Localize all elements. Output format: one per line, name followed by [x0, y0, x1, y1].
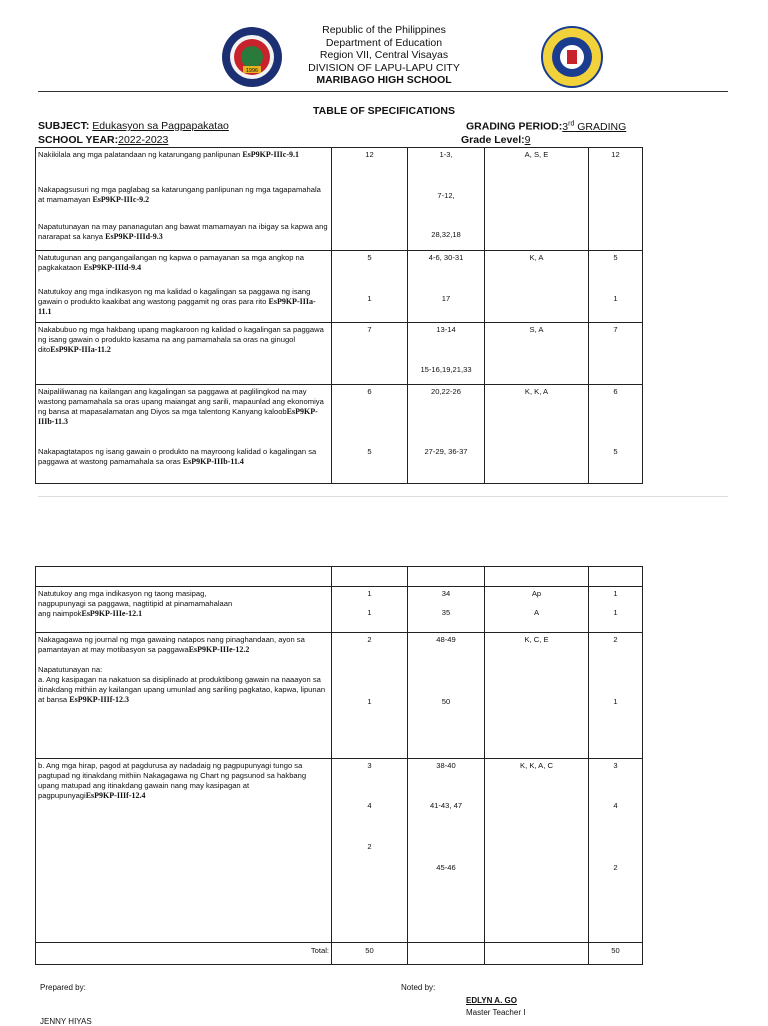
- items-cell: [589, 759, 643, 943]
- items-value: 1: [613, 697, 618, 706]
- subject-row: [38, 120, 229, 132]
- level-cell: [485, 385, 589, 484]
- total-items: 50: [611, 946, 620, 955]
- grading-num: 3: [562, 120, 569, 133]
- days-value: 1: [367, 294, 372, 303]
- table-row: [36, 385, 643, 484]
- items-value: 2: [613, 635, 618, 644]
- items-value: 2: [613, 863, 618, 872]
- subject-value: Edukasyon sa Pagpapakatao: [92, 120, 229, 132]
- days-value: 7: [367, 325, 372, 334]
- school-year-row: [38, 134, 168, 146]
- table-row: [36, 323, 643, 385]
- total-days-cell: [332, 943, 408, 965]
- competency-text: Nakagagawa ng journal ng mga gawaing natapos nang pinaghandaan, ayon sa pamantayan at may motibasyon sa paggawa: [38, 635, 305, 654]
- items-value: 12: [611, 150, 620, 159]
- items-cell: [589, 385, 643, 484]
- items-cell: [589, 587, 643, 633]
- header-line-4: DIVISION OF LAPU-LAPU CITY: [308, 61, 460, 74]
- competency-code: EsP9KP-IIIb-11.3: [38, 407, 318, 426]
- total-label: Total:: [310, 946, 329, 955]
- noted-by-label: Noted by:: [401, 983, 436, 992]
- item-placement: 4-6, 30-31: [428, 253, 464, 262]
- item-placement: 38-40: [436, 761, 456, 770]
- days-value: 12: [365, 150, 374, 159]
- grading-label: GRADING PERIOD:: [466, 120, 563, 133]
- grade-level-row: [461, 134, 530, 146]
- table-row: [36, 148, 643, 251]
- items-value: 4: [613, 801, 618, 810]
- competency-code: EsP9KP-IIIa-11.2: [50, 345, 111, 354]
- items-value: 1: [613, 294, 618, 303]
- grade-level-value: 9: [524, 134, 531, 146]
- item-placement-cell: [408, 587, 485, 633]
- days-value: 4: [367, 801, 372, 810]
- item-placement: 48-49: [436, 635, 456, 644]
- competency-text: Natutukoy ang mga indikasyon ng ma kalidad o kagalingan sa paggawa ng isang gawain o produkto kaakibat ang wastong paggamit ng oras para rito: [38, 287, 311, 306]
- competency-code: EsP9KP-IIIb-11.4: [182, 457, 244, 466]
- competency-code: EsP9KP-IIIf-12.4: [85, 791, 146, 800]
- seal-year: 1996: [245, 68, 259, 74]
- competency-code: EsP9KP-IIIe-12.2: [188, 645, 250, 654]
- item-placement: 27-29, 36-37: [424, 447, 468, 456]
- level-value: K, C, E: [524, 635, 549, 644]
- competency-text: Natutugunan ang pangangailangan ng kapwa o pamayanan sa mga angkop na pagkakataon: [38, 253, 304, 272]
- days-value: 1: [367, 589, 372, 598]
- competency-text: Napatutunayan na:: [38, 665, 103, 674]
- grading-sup: rd: [568, 120, 575, 127]
- item-placement: 7-12,: [437, 191, 455, 200]
- competency-cell: [36, 323, 332, 385]
- total-days: 50: [365, 946, 374, 955]
- tos-table-2: [35, 566, 643, 965]
- grading-rest: GRADING: [574, 120, 627, 133]
- level-value: S, A: [529, 325, 544, 334]
- item-placement: 20,22-26: [431, 387, 461, 396]
- competency-cell: [36, 148, 332, 251]
- items-value: 7: [613, 325, 618, 334]
- school-year-value: 2022-2023: [118, 134, 169, 146]
- item-placement: 13-14: [436, 325, 456, 334]
- days-value: 5: [367, 447, 372, 456]
- table-header-row: [36, 567, 643, 587]
- total-items-cell: [589, 943, 643, 965]
- items-value: 3: [613, 761, 618, 770]
- days-cell: [332, 148, 408, 251]
- competency-text: b. Ang mga hirap, pagod at pagdurusa ay nadadaig ng pagpupunyagi tungo sa pagtupad ng itinakdang mithiin Nakagagawa ng Chart ng pagsunod sa hakbang upang matupad ang itinakdang gawain nang may kasipagan at pagpupunyagi: [38, 761, 307, 800]
- competency-code: EsP9KP-IIIc-9.2: [92, 195, 150, 204]
- level-cell: [485, 148, 589, 251]
- table-row: [36, 633, 643, 759]
- school-year-label: SCHOOL YEAR:: [38, 134, 119, 146]
- level-cell: [485, 759, 589, 943]
- competency-code: EsP9KP-IIId-9.4: [83, 263, 142, 272]
- school-name: MARIBAGO HIGH SCHOOL: [316, 74, 452, 86]
- competency-text: Natutukoy ang mga indikasyon ng taong masipag, nagpupunyagi sa paggawa, nagtitipid at pinamamahalaan ang naimpok: [38, 589, 233, 618]
- days-cell: [332, 759, 408, 943]
- competency-code: EsP9KP-IIIc-9.1: [242, 150, 300, 159]
- competency-cell: [36, 251, 332, 323]
- total-row: [36, 943, 643, 965]
- days-value: 3: [367, 761, 372, 770]
- competency-code: EsP9KP-IIIa-11.1: [38, 297, 316, 316]
- days-value: 1: [367, 608, 372, 617]
- level-cell: [485, 587, 589, 633]
- item-placement-cell: [408, 323, 485, 385]
- competency-code: EsP9KP-IIIf-12.3: [69, 695, 130, 704]
- competency-text: Nakapagtatapos ng isang gawain o produkto na mayroong kalidad o kagalingan sa paggawa at wastong pamamahala sa oras: [38, 447, 317, 466]
- level-value: Ap: [531, 589, 542, 598]
- days-cell: [332, 385, 408, 484]
- item-placement: 45-46: [436, 863, 456, 872]
- competency-code: EsP9KP-IIIe-12.1: [81, 609, 143, 618]
- total-label-cell: [36, 943, 332, 965]
- items-value: 5: [613, 447, 618, 456]
- competency-text: Napatutunayan na may pananagutan ang bawat mamamayan na ibigay sa kapwa ang nararapat sa kanya: [38, 222, 328, 241]
- item-placement-cell: [408, 148, 485, 251]
- days-value: 5: [367, 253, 372, 262]
- item-placement: 17: [441, 294, 451, 303]
- level-value: K, A: [529, 253, 544, 262]
- header-line-3: Region VII, Central Visayas: [319, 49, 449, 61]
- items-cell: [589, 323, 643, 385]
- items-value: 1: [613, 608, 618, 617]
- level-value: A: [533, 608, 540, 617]
- level-cell: [485, 323, 589, 385]
- table-row: [36, 587, 643, 633]
- item-placement: 34: [441, 589, 451, 598]
- items-value: 5: [613, 253, 618, 262]
- days-cell: [332, 587, 408, 633]
- competency-text: Nakapagsusuri ng mga paglabag sa katarungang panlipunan ng mga tagapamahala at mamamayan: [38, 185, 321, 204]
- item-placement: 50: [441, 697, 451, 706]
- item-placement-cell: [408, 759, 485, 943]
- items-cell: [589, 633, 643, 759]
- table-row: [36, 759, 643, 943]
- competency-cell: [36, 633, 332, 759]
- days-value: 2: [367, 842, 372, 851]
- competency-cell: [36, 759, 332, 943]
- header-line-1: Republic of the Philippines: [322, 24, 446, 36]
- competency-code: EsP9KP-IIId-9.3: [105, 232, 163, 241]
- preparer-name: JENNY HIYAS: [40, 1017, 92, 1026]
- item-placement-cell: [408, 385, 485, 484]
- item-placement: 28,32,18: [431, 230, 461, 239]
- table-row: [36, 251, 643, 323]
- header-rule: [38, 91, 728, 92]
- competency-text: Nakikilala ang mga palatandaan ng katarungang panlipunan: [38, 150, 243, 159]
- items-value: 6: [613, 387, 618, 396]
- header-block: [0, 24, 768, 87]
- level-value: K, K, A, C: [520, 761, 553, 770]
- item-placement-cell: [408, 633, 485, 759]
- items-value: 1: [613, 589, 618, 598]
- level-cell: [485, 633, 589, 759]
- competency-text: a. Ang kasipagan na nakatuon sa disiplinado at produktibong gawain na naaayon sa itinakdang mithiin ay kailangan upang umunlad ang sariling pagkatao, kapwa, lipunan at bansa: [38, 675, 326, 704]
- competency-cell: [36, 587, 332, 633]
- page-break: [38, 496, 728, 497]
- header-line-2: Department of Education: [325, 36, 443, 49]
- competency-text: Naipaliliwanag na kailangan ang kagalingan sa paggawa at paglilingkod na may wastong pamamahala sa oras upang maiangat ang sarili, mapaunlad ang ekonomiya ng bansa at mapasalamatan ang Diyos sa mga talentong Kanyang kaloob: [38, 387, 324, 416]
- days-cell: [332, 633, 408, 759]
- prepared-by-label: Prepared by:: [40, 983, 86, 992]
- days-value: 2: [367, 635, 372, 644]
- level-cell: [485, 251, 589, 323]
- item-placement: 41-43, 47: [429, 801, 463, 810]
- grading-row: [466, 120, 626, 133]
- competency-cell: [36, 385, 332, 484]
- days-value: 1: [367, 697, 372, 706]
- items-cell: [589, 148, 643, 251]
- days-cell: [332, 251, 408, 323]
- days-value: 6: [367, 387, 372, 396]
- noted-name: EDLYN A. GO: [466, 996, 517, 1005]
- items-cell: [589, 251, 643, 323]
- days-cell: [332, 323, 408, 385]
- item-placement-cell: [408, 251, 485, 323]
- tos-table-1: [35, 147, 643, 484]
- level-value: K, K, A: [524, 387, 549, 396]
- competency-text: Nakabubuo ng mga hakbang upang magkaroon ng kalidad o kagalingan sa paggawa ng isang gawain o produkto kasama na ang pamamahala sa oras na ginugol dito: [38, 325, 324, 354]
- item-placement: 15-16,19,21,33: [420, 365, 472, 374]
- grade-level-label: Grade Level:: [461, 134, 525, 146]
- noted-title: Master Teacher I: [466, 1008, 526, 1017]
- subject-label: SUBJECT:: [38, 120, 90, 132]
- level-value: A, S, E: [524, 150, 549, 159]
- item-placement: 1-3,: [439, 150, 453, 159]
- item-placement: 35: [441, 608, 451, 617]
- page-title: TABLE OF SPECIFICATIONS: [313, 105, 455, 117]
